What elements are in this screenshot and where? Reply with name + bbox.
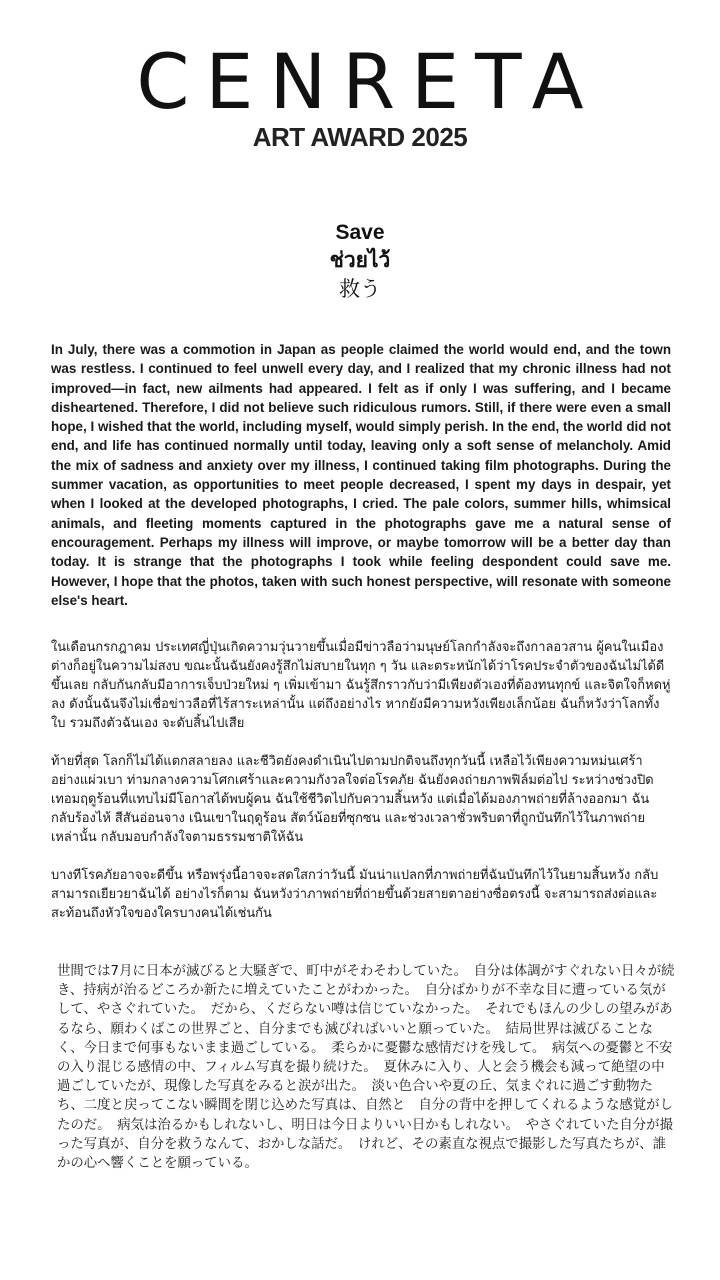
artwork-title (0, 220, 720, 304)
japanese-statement: 世間では7月に日本が滅びると大騒ぎで、町中がそわそわしていた。 自分は体調がすぐれない日々が続き、持病が治るどころか新たに増えていたことがわかった。 自分ばかりが不幸な目に遭っている気がして、やさぐれていた。 だから、くだらない噂は信じていなかった。 それでもほんの少しの望みがあるなら、願わくばこの世界ごと、自分までも滅びればいいと願っていた。 結局世界は滅びることなく、今日まで何事もないまま過ごしている。 柔らかに憂鬱な感情だけを残して。 病気への憂鬱と不安の入り混じる感情の中、フィルム写真を撮り続けた。 夏休みに入り、人と会う機会も減って絶望の中過ごしていたが、現像した写真をみると涙が出た。 淡い色合いや夏の丘、気まぐれに過ごす動物たち、二度と戻ってこない瞬間を閉じ込めた写真は、自然と 自分の背中を押してくれるような感覚がしたのだ。 病気は治るかもしれないし、明日は今日よりいい日かもしれない。 やさぐれていた自分が撮った写真が、自分を救うなんて、おかしな話だ。 けれど、その素直な視点で撮影した写真たちが、誰かの心へ響くことを願っている。 (57, 964, 675, 1172)
thai-paragraph: ในเดือนกรกฎาคม ประเทศญี่ปุ่นเกิดความวุ่นวายขึ้นเมื่อมีข่าวลือว่ามนุษย์โลกกำลังจะถึงกาลอวสาน ผู้คนในเมืองต่างก็อยู่ในความไม่สงบ ขณะนั้นฉันยังคงรู้สึกไม่สบายในทุก ๆ วัน และตระหนักได้ว่าโรคประจำตัวของฉันไม่ได้ดีขึ้นเลย กลับกันกลับมีอาการเจ็บป่วยใหม่ ๆ เพิ่มเข้ามา ฉันรู้สึกราวกับว่ามีเพียงตัวเองที่ต้องทนทุกข์ และจิตใจก็หดหู่ลง ดังนั้นฉันจึงไม่เชื่อข่าวลือที่ไร้สาระเหล่านั้น แต่ถึงอย่างไร หากยังมีความหวังเพียงเล็กน้อย ฉันก็หวังว่าโลกทั้งใบ รวมถึงตัวฉันเอง จะดับสิ้นไปเสีย (51, 640, 671, 731)
title-thai: ช่วยไว้ (329, 248, 391, 272)
thai-paragraph: บางทีโรคภัยอาจจะดีขึ้น หรือพรุ่งนี้อาจจะสดใสกว่าวันนี้ มันน่าแปลกที่ภาพถ่ายที่ฉันบันทึกไว้ในยามสิ้นหวัง กลับสามารถเยียวยาฉันได้ อย่างไรก็ตาม ฉันหวังว่าภาพถ่ายที่ถ่ายขึ้นด้วยสายตาอย่างซื่อตรงนี้ จะสามารถส่งต่อและสะท้อนถึงหัวใจของใครบางคนได้เช่นกัน (51, 868, 659, 921)
title-japanese: 救う (339, 277, 381, 301)
title-english: Save (335, 221, 385, 244)
english-statement: In July, there was a commotion in Japan as people claimed the world would end, and the town was restless. I continued to feel unwell every day, and I realized that my chronic illness had not improved—in fact, new ailments had appeared. I felt as if only I was suffering, and I became disheartened. Therefore, I did not believe such ridiculous rumors. Still, if there were even a small hope, I wished that the world, including myself, would simply perish. In the end, the world did not end, and life has continued normally until today, leaving only a soft sense of melancholy. Amid the mix of sadness and anxiety over my illness, I continued taking film photographs. During the summer vacation, as opportunities to meet people decreased, I spent my days in despair, yet when I looked at the developed photographs, I cried. The pale colors, summer hills, whimsical animals, and fleeting moments captured in the photographs gave me a natural sense of encouragement. Perhaps my illness will improve, or maybe tomorrow will be a better day than today. It is strange that the photographs I took while feeling despondent could save me. However, I hope that the photos, taken with such honest perspective, will resonate with someone else's heart. (51, 342, 671, 608)
thai-statement (51, 638, 671, 942)
header-logo (0, 37, 720, 152)
logo-wordmark: CENRETA (136, 37, 600, 126)
award-subtitle: ART AWARD 2025 (252, 122, 468, 152)
thai-paragraph: ท้ายที่สุด โลกก็ไม่ได้แตกสลายลง และชีวิตยังคงดำเนินไปตามปกติจนถึงทุกวันนี้ เหลือไว้เพียงความหม่นเศร้าอย่างแผ่วเบา ท่ามกลางความโศกเศร้าและความกังวลใจต่อโรคภัย ฉันยังคงถ่ายภาพฟิล์มต่อไป ระหว่างช่วงปิดเทอมฤดูร้อนที่แทบไม่มีโอกาสได้พบผู้คน ฉันใช้ชีวิตไปกับความสิ้นหวัง แต่เมื่อได้มองภาพถ่ายที่ล้างออกมา ฉันกลับร้องไห้ สีสันอ่อนจาง เนินเขาในฤดูร้อน สัตว์น้อยที่ซุกซน และช่วงเวลาชั่วพริบตาที่ถูกบันทึกไว้ในภาพถ่ายเหล่านั้น กลับมอบกำลังใจตามธรรมชาติให้ฉัน (51, 754, 654, 845)
